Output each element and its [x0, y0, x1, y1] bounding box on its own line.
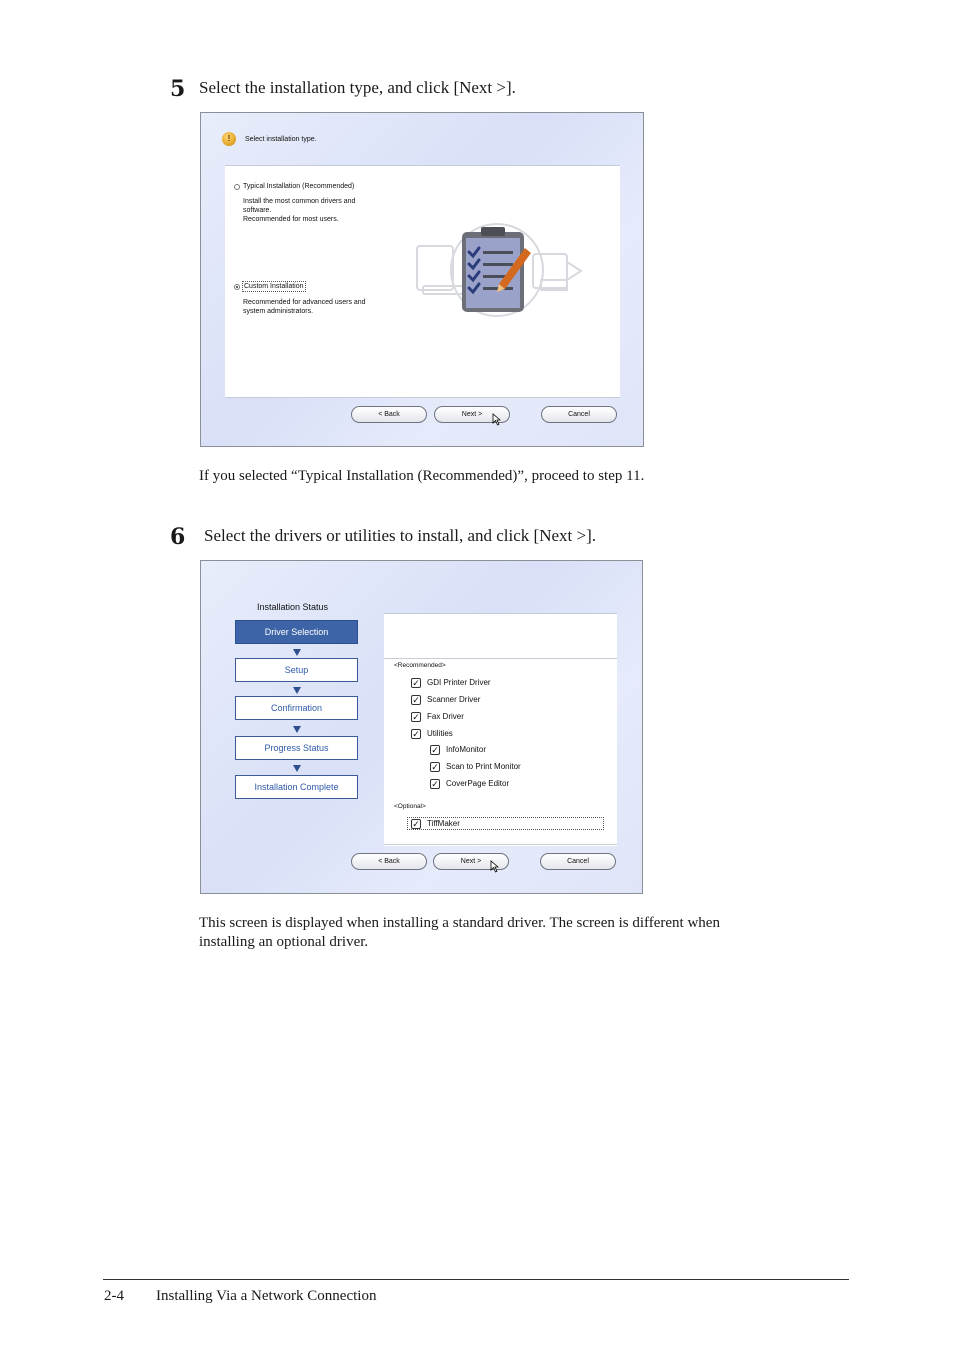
typical-desc-line: Recommended for most users.: [243, 216, 339, 223]
status-step-setup: Setup: [235, 658, 358, 682]
status-step-progress-status: Progress Status: [235, 736, 358, 760]
next-button[interactable]: Next >: [433, 853, 509, 870]
typical-radio[interactable]: [234, 184, 240, 190]
scan-to-print-monitor-checkbox[interactable]: ✓: [431, 762, 439, 772]
custom-desc-line: Recommended for advanced users and: [243, 299, 366, 306]
footer-section-title: Installing Via a Network Connection: [156, 1288, 377, 1304]
custom-radio[interactable]: [234, 284, 240, 290]
step-5-number: 5: [170, 76, 186, 102]
installation-type-dialog: [200, 112, 644, 447]
scanner-driver-checkbox[interactable]: ✓: [412, 695, 420, 705]
driver-selection-dialog: [200, 560, 643, 894]
tiffmaker-checkbox[interactable]: ✓: [412, 819, 420, 829]
install-options-panel: [225, 165, 620, 398]
typical-label[interactable]: Typical Installation (Recommended): [243, 183, 355, 190]
typical-desc-line: Install the most common drivers and: [243, 198, 356, 205]
installation-status-title: Installation Status: [257, 602, 329, 612]
utilities-label: Utilities: [427, 729, 453, 738]
status-step-driver-selection: Driver Selection: [235, 620, 358, 644]
clipboard-checklist-icon: [413, 218, 585, 322]
utilities-checkbox[interactable]: ✓: [412, 729, 420, 739]
step-6-note-line-2: installing an optional driver.: [199, 934, 369, 950]
arrow-down-icon: [293, 649, 301, 656]
custom-label[interactable]: Custom Installation: [244, 283, 304, 290]
infomonitor-label: InfoMonitor: [446, 745, 487, 754]
custom-desc-line: system administrators.: [243, 308, 314, 315]
arrow-down-icon: [293, 687, 301, 694]
arrow-down-icon: [293, 765, 301, 772]
back-button[interactable]: < Back: [351, 406, 427, 423]
cancel-button[interactable]: Cancel: [541, 406, 617, 423]
info-icon: !: [222, 132, 236, 146]
step-5-instruction: Select the installation type, and click [Next >].: [199, 78, 516, 97]
fax-driver-checkbox[interactable]: ✓: [412, 712, 420, 722]
scanner-driver-label: Scanner Driver: [427, 695, 481, 704]
divider: [384, 844, 617, 845]
mouse-cursor-icon: [490, 860, 499, 873]
gdi-printer-driver-label: GDI Printer Driver: [427, 678, 491, 687]
arrow-down-icon: [293, 726, 301, 733]
driver-list-panel: [384, 613, 617, 846]
footer-page-number: 2-4: [104, 1288, 124, 1304]
status-step-installation-complete: Installation Complete: [235, 775, 358, 799]
footer-rule: [103, 1279, 849, 1280]
divider: [384, 658, 617, 659]
back-button[interactable]: < Back: [351, 853, 427, 870]
recommended-header: <Recommended>: [394, 662, 446, 669]
gdi-printer-driver-checkbox[interactable]: ✓: [412, 678, 420, 688]
step-6-number: 6: [170, 524, 186, 550]
tiffmaker-label: TiffMaker: [427, 819, 460, 828]
typical-desc-line: software.: [243, 207, 272, 214]
coverpage-editor-label: CoverPage Editor: [446, 779, 510, 788]
step-6-instruction: Select the drivers or utilities to install, and click [Next >].: [204, 526, 596, 545]
scan-to-print-monitor-label: Scan to Print Monitor: [446, 762, 521, 771]
cancel-button[interactable]: Cancel: [540, 853, 616, 870]
infomonitor-checkbox[interactable]: ✓: [431, 745, 439, 755]
status-step-confirmation: Confirmation: [235, 696, 358, 720]
mouse-cursor-icon: [492, 413, 501, 426]
coverpage-editor-checkbox[interactable]: ✓: [431, 779, 439, 789]
fax-driver-label: Fax Driver: [427, 712, 464, 721]
step-5-note: If you selected “Typical Installation (Recommended)”, proceed to step 11.: [199, 468, 645, 484]
step-6-note-line-1: This screen is displayed when installing a standard driver. The screen is different when: [199, 915, 720, 931]
dialog-heading: Select installation type.: [245, 136, 317, 143]
next-button[interactable]: Next >: [434, 406, 510, 423]
optional-header: <Optional>: [394, 803, 426, 810]
